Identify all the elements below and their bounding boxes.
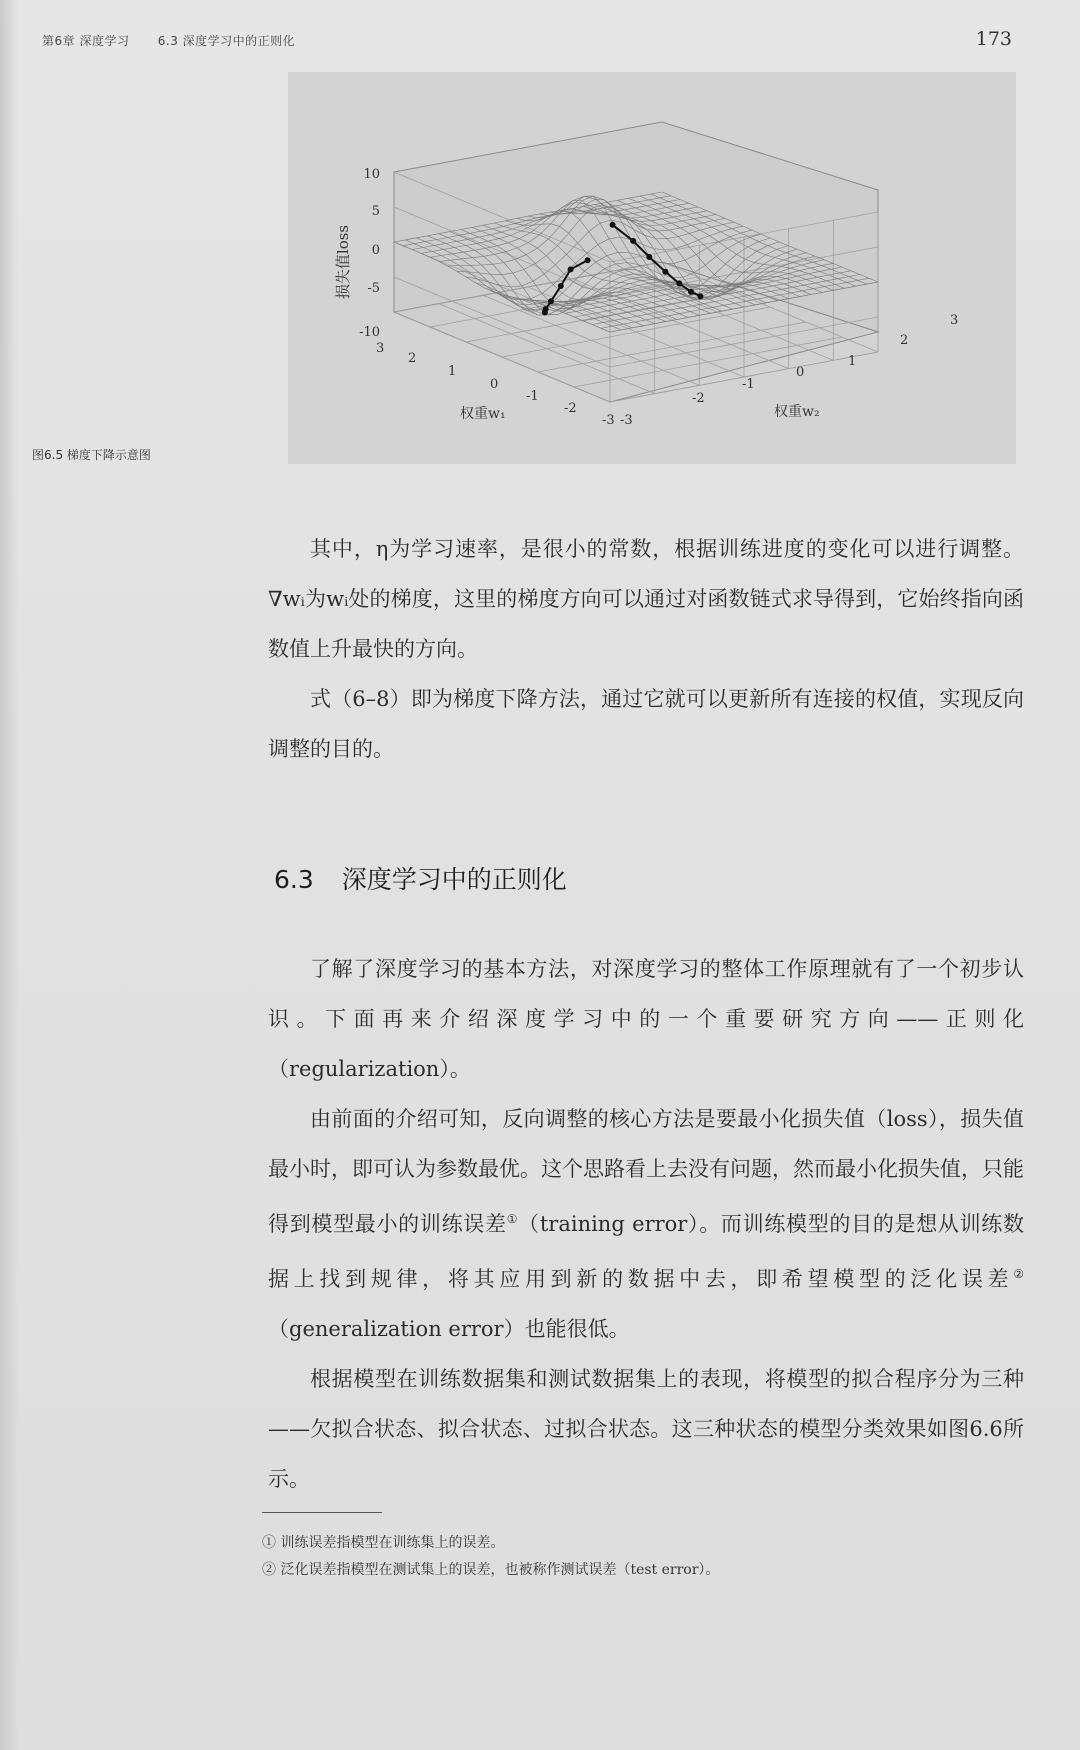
surface-plot-3d (288, 72, 1016, 464)
w1-tick: -3 (602, 413, 615, 428)
figure-caption: 图6.5 梯度下降示意图 (32, 448, 151, 462)
z-tick: -5 (367, 281, 380, 296)
paragraph-part: 由前面的介绍可知，反向调整的核心方法是要最小化损失值（loss），损失值最小时，即可认为参数最优。这个思路看上去没有问题，然而最小化损失值，只能得到模型最小的训练误差 (268, 1107, 1024, 1236)
w2-tick: 3 (950, 313, 959, 328)
z-tick: 0 (371, 243, 380, 258)
descent-step-point (558, 283, 564, 289)
w1-tick: -1 (526, 389, 539, 404)
w2-tick: 1 (848, 354, 857, 369)
descent-step-point (585, 257, 591, 263)
footnote-mark: ① (506, 1212, 519, 1226)
w1-tick: 0 (490, 377, 499, 392)
z-tick: 10 (363, 167, 380, 182)
footnote-divider (262, 1512, 382, 1513)
running-head-chapter: 第6章 深度学习 (42, 34, 130, 48)
w2-tick: -2 (692, 391, 705, 406)
descent-step-point (688, 289, 694, 295)
section-title: 深度学习中的正则化 (341, 865, 567, 894)
w2-axis-label: 权重w₂ (774, 404, 820, 420)
footnote-mark: ② (1013, 1267, 1024, 1281)
w1-tick: 1 (448, 364, 457, 379)
page-gutter-shadow (0, 0, 18, 1750)
descent-step-point (548, 298, 554, 304)
descent-step-point (630, 238, 636, 244)
descent-step-point (697, 293, 703, 299)
page-number: 173 (975, 28, 1012, 50)
paragraph-part: （generalization error）也能很低。 (268, 1317, 630, 1341)
footnotes (262, 1530, 719, 1584)
z-tick: 5 (371, 204, 380, 219)
running-head-section: 6.3 深度学习中的正则化 (157, 34, 296, 48)
paragraph: 根据模型在训练数据集和测试数据集上的表现，将模型的拟合程序分为三种——欠拟合状态、拟合状态、过拟合状态。这三种状态的模型分类效果如图6.6所示。 (268, 1367, 1024, 1491)
w2-tick: 0 (796, 365, 805, 380)
footnote: ① 训练误差指模型在训练集上的误差。 (262, 1535, 505, 1551)
w1-axis-label: 权重w₁ (460, 406, 506, 422)
section-number: 6.3 (274, 865, 314, 894)
w2-tick: -1 (742, 377, 755, 392)
z-tick: -10 (359, 325, 380, 340)
descent-step-point (610, 222, 616, 228)
w1-tick: -2 (564, 401, 577, 416)
w2-tick: 2 (900, 333, 909, 348)
text-block-top (268, 524, 1024, 774)
text-block-bottom (268, 944, 1024, 1504)
paragraph (268, 1094, 1024, 1354)
paragraph: 式（6–8）即为梯度下降方法，通过它就可以更新所有连接的权值，实现反向调整的目的。 (268, 687, 1024, 761)
descent-step-point (542, 309, 548, 315)
z-axis-label: 损失值loss (334, 224, 352, 300)
section-heading (274, 860, 567, 896)
descent-step-point (646, 254, 652, 260)
descent-step-point (676, 280, 682, 286)
descent-step-point (662, 269, 668, 275)
paragraph: 其中，η为学习速率，是很小的常数，根据训练进度的变化可以进行调整。∇wᵢ为wᵢ处的梯度，这里的梯度方向可以通过对函数链式求导得到，它始终指向函数值上升最快的方向。 (268, 537, 1024, 661)
w1-tick: 2 (408, 351, 417, 366)
paragraph: 了解了深度学习的基本方法，对深度学习的整体工作原理就有了一个初步认识。下面再来介绍深度学习中的一个重要研究方向——正则化（regularization）。 (268, 957, 1024, 1081)
paragraph-part: （training error）。而训练模型的目的是想从训练数据上找到规律，将其应用到新的数据中去，即希望模型的泛化误差 (268, 1212, 1025, 1291)
w1-tick: 3 (376, 341, 385, 356)
w2-tick: -3 (620, 413, 633, 428)
descent-step-point (568, 266, 574, 272)
figure-gradient-descent (288, 72, 1016, 464)
footnote: ② 泛化误差指模型在测试集上的误差，也被称作测试误差（test error）。 (262, 1562, 720, 1578)
running-head (42, 32, 319, 49)
